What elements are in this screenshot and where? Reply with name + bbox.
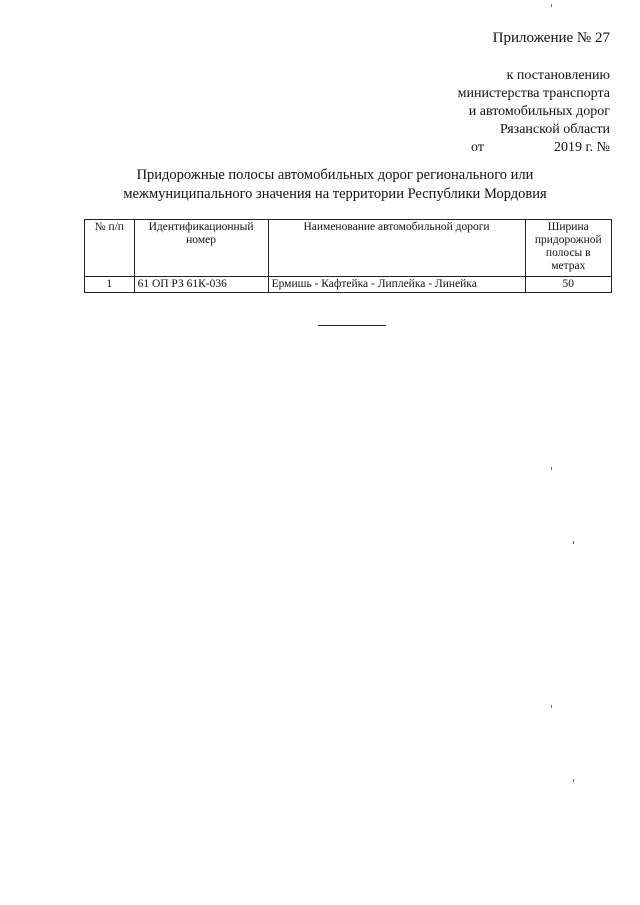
annex-line-roads: и автомобильных дорог bbox=[468, 104, 610, 119]
roads-table bbox=[84, 219, 612, 293]
header-id: Идентификационный номер bbox=[134, 220, 268, 277]
annex-date bbox=[458, 139, 610, 157]
scan-speck bbox=[573, 779, 574, 782]
title-line-2: межмуниципального значения на территории Республики Мордовия bbox=[123, 186, 547, 202]
annex-date-prefix: от bbox=[471, 140, 484, 155]
document-title bbox=[60, 166, 610, 204]
scan-speck bbox=[551, 467, 552, 470]
cell-width: 50 bbox=[525, 277, 611, 293]
annex-line-ministry: министерства транспорта bbox=[457, 86, 610, 101]
title-line-1: Придорожные полосы автомобильных дорог регионального или bbox=[136, 167, 534, 183]
scan-speck bbox=[573, 541, 574, 544]
annex-date-suffix: 2019 г. № bbox=[553, 140, 610, 155]
table-header-row bbox=[85, 220, 612, 277]
annex-line-region: Рязанской области bbox=[499, 122, 610, 137]
table-row bbox=[85, 277, 612, 293]
cell-number: 1 bbox=[85, 277, 135, 293]
annex-header bbox=[458, 67, 610, 157]
annex-number: Приложение № 27 bbox=[492, 30, 610, 46]
scan-speck bbox=[551, 705, 552, 708]
header-name: Наименование автомобильной дороги bbox=[268, 220, 525, 277]
header-width: Ширина придорожной полосы в метрах bbox=[525, 220, 611, 277]
header-number: № п/п bbox=[85, 220, 135, 277]
separator-line bbox=[318, 325, 386, 326]
cell-name: Ермишь - Кафтейка - Липлейка - Линейка bbox=[268, 277, 525, 293]
annex-line-resolution: к постановлению bbox=[506, 68, 610, 83]
cell-id: 61 ОП РЗ 61К-036 bbox=[134, 277, 268, 293]
scan-speck bbox=[551, 4, 552, 7]
